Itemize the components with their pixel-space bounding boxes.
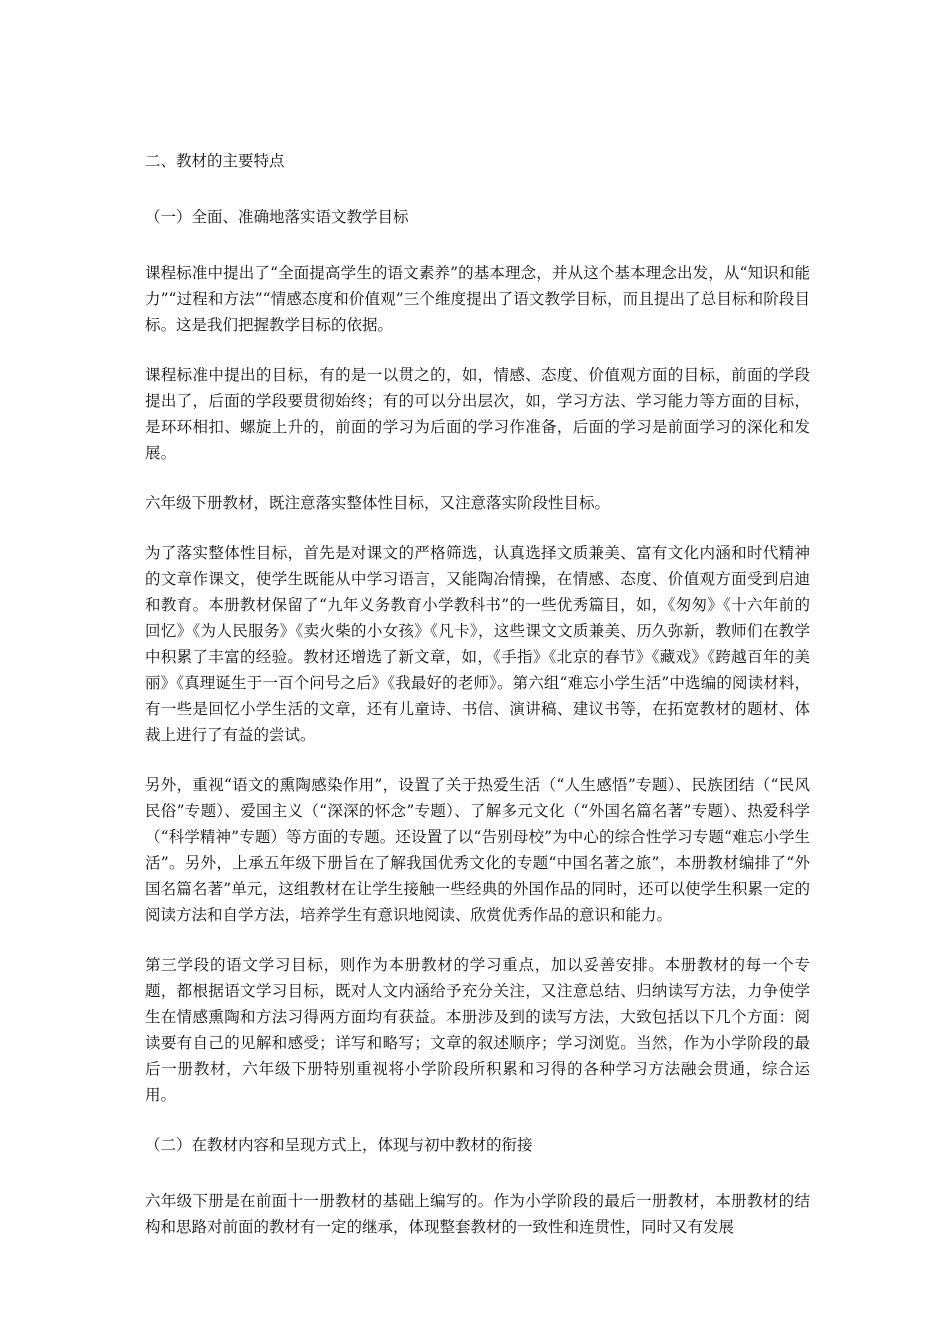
paragraph-5: 另外，重视“语文的熏陶感染作用”，设置了关于热爱生活（“人生感悟”专题）、民族团结（“民风民俗”专题）、爱国主义（“深深的怀念”专题）、了解多元文化（“外国名篇名著”专题）、热爱科学（“科学精神”专题）等方面的专题。还设置了以“告别母校”为中心的综合性学习专题“难忘小学生活”。另外，上承五年级下册旨在了解我国优秀文化的专题“中国名著之旅”，本册教材编排了“外国名篇名著”单元，这组教材在让学生接触一些经典的外国作品的同时，还可以使学生积累一定的阅读方法和自学方法，培养学生有意识地阅读、欣赏优秀作品的意识和能力。 (145, 776, 810, 924)
document-body (145, 148, 810, 1264)
paragraph-2: 课程标准中提出的目标，有的是一以贯之的，如，情感、态度、价值观方面的目标，前面的学段提出了，后面的学段要贯彻始终；有的可以分出层次，如，学习方法、学习能力等方面的目标，是环环相扣、螺旋上升的，前面的学习为后面的学习作准备，后面的学习是前面学习的深化和发展。 (145, 366, 810, 462)
subsection-title-1: （一）全面、准确地落实语文教学目标 (145, 208, 409, 226)
paragraph-4: 为了落实整体性目标，首先是对课文的严格筛选，认真选择文质兼美、富有文化内涵和时代精神的文章作课文，使学生既能从中学习语言，又能陶冶情操，在情感、态度、价值观方面受到启迪和教育。本册教材保留了“九年义务教育小学教科书”的一些优秀篇目，如，《匆匆》《十六年前的回忆》《为人民服务》《卖火柴的小女孩》《凡卡》，这些课文文质兼美、历久弥新，教师们在教学中积累了丰富的经验。教材还增选了新文章，如，《手指》《北京的春节》《藏戏》《跨越百年的美丽》《真理诞生于一百个问号之后》《我最好的老师》。第六组“难忘小学生活”中选编的阅读材料，有一些是回忆小学生活的文章，还有儿童诗、书信、演讲稿、建议书等，在拓宽教材的题材、体裁上进行了有益的尝试。 (145, 544, 810, 744)
paragraph-1: 课程标准中提出了“全面提高学生的语文素养”的基本理念，并从这个基本理念出发，从“知识和能力”“过程和方法”“情感态度和价值观”三个维度提出了语文教学目标，而且提出了总目标和阶段目标。这是我们把握教学目标的依据。 (145, 264, 810, 334)
paragraph-3: 六年级下册教材，既注意落实整体性目标，又注意落实阶段性目标。 (145, 494, 611, 512)
subsection-title-2: （二）在教材内容和呈现方式上，体现与初中教材的衔接 (145, 1136, 533, 1154)
paragraph-6: 第三学段的语文学习目标，则作为本册教材的学习重点，加以妥善安排。本册教材的每一个专题，都根据语文学习目标，既对人文内涵给予充分关注，又注意总结、归纳读写方法，力争使学生在情感熏陶和方法习得两方面均有获益。本册涉及到的读写方法，大致包括以下几个方面：阅读要有自己的见解和感受；详写和略写；文章的叙述顺序；学习浏览。当然，作为小学阶段的最后一册教材，六年级下册特别重视将小学阶段所积累和习得的各种学习方法融会贯通，综合运用。 (145, 956, 810, 1104)
paragraph-7: 六年级下册是在前面十一册教材的基础上编写的。作为小学阶段的最后一册教材，本册教材的结构和思路对前面的教材有一定的继承，体现整套教材的一致性和连贯性，同时又有发展 (145, 1192, 810, 1236)
section-title: 二、教材的主要特点 (145, 152, 285, 170)
